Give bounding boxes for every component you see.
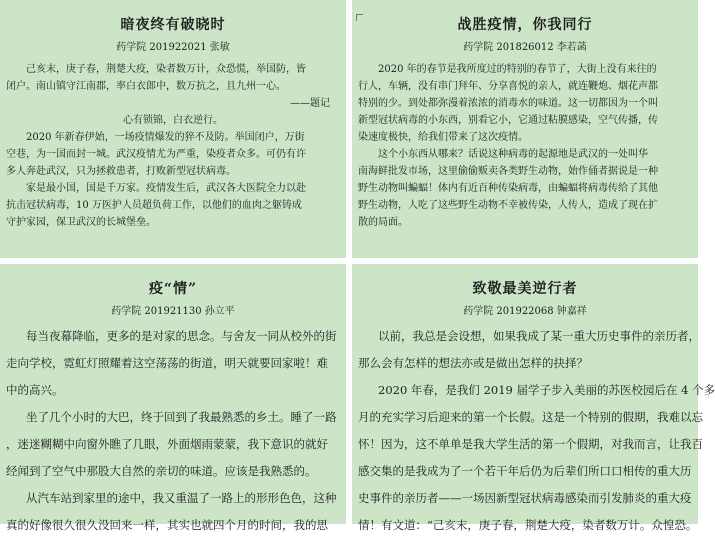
essay-line: 野生动物叫蝙蝠！体内有近百种传染病毒，由蝙蝠将病毒传给了其他 (358, 183, 658, 194)
essay-line: 以前，我总是会设想，如果我成了某一重大历史事件的亲历者， (378, 329, 700, 343)
essay-line: 月的充实学习后迎来的第一个长假。这是一个特别的假期，我难以忘 (358, 410, 703, 424)
margin-marker (356, 14, 363, 21)
essay-title: 暗夜终有破晓时 (120, 17, 226, 33)
essay-line: 史事件的亲历者——一场因新型冠状病毒感染而引发肺炎的重大疫 (358, 491, 692, 505)
essay-line: 走向学校，霓虹灯照耀着这空荡荡的街道，明天就要回家啦！难 (6, 356, 328, 370)
essay-line: 中的高兴。 (6, 383, 64, 397)
essay-panel-4 (352, 264, 715, 532)
essay-line: 这个小东西从哪来？话说这种病毒的起源地是武汉的一处叫华 (378, 149, 648, 160)
essay-line: 2020 年的春节是我所度过的特别的春节了，大街上没有来往的 (378, 64, 657, 75)
essay-line: 新型冠状病毒的小东西，别看它小，它通过粘膜感染，空气传播，传 (358, 115, 658, 126)
essay-line: 家是最小国，国是千万家。疫情发生后，武汉各大医院全力以赴 (26, 183, 306, 194)
essay-line: 特别的少。到处都弥漫着浓浓的消毒水的味道。这一切都因为一个叫 (358, 98, 658, 109)
essay-line: 抗击冠状病毒，10 万医护人员超负荷工作，以他们的血肉之躯铸成 (6, 200, 302, 211)
essay-line: 南海鲜批发市场，这里偷偷贩卖各类野生动物，始作俑者据说是一种 (358, 166, 658, 177)
essay-byline: 药学院 201826012 李若菡 (463, 42, 587, 53)
essay-line: 野生动物，人吃了这些野生动物不幸被传染，人传人，造成了现在扩 (358, 200, 658, 211)
essay-line: 2020 年新春伊始，一场疫情爆发的猝不及防。举国闭户，万街 (26, 132, 305, 143)
essay-line: 2020 年春，是我们 2019 届学子步入美丽的苏医校园后在 4 个多 (378, 383, 715, 397)
essay-line: 怀！因为，这不单单是我大学生活的第一个假期，对我而言，让我百 (358, 437, 703, 451)
essay-line: 散的局面。 (358, 217, 408, 228)
essay-title: 致敬最美逆行者 (472, 281, 578, 297)
essay-line: 闭户。南山镇守江南郡，率白衣郎中，数万抗之，且九州一心。 (6, 81, 286, 92)
essay-line: 守护家园，保卫武汉的长城堡垒。 (6, 217, 156, 228)
essay-line: 空巷，为一国而封一城。武汉疫情尤为严重，染疫者众多。可仍有许 (6, 149, 306, 160)
essay-byline: 药学院 201921130 孙立平 (111, 306, 235, 317)
essay-subheading: 心有锁锦，白衣逆行。 (123, 115, 223, 126)
essay-panel-1 (0, 0, 346, 258)
essay-line: 行人，车辆，没有串门拜年、分享喜悦的亲人，就连鞭炮、烟花声都 (358, 81, 658, 92)
essay-title: 战胜疫情，你我同行 (457, 17, 593, 33)
essay-panel-2 (352, 0, 698, 258)
essay-line: 经闻到了空气中那股大自然的亲切的味道。应该是我熟悉的。 (6, 464, 317, 478)
essay-panel-3 (0, 264, 346, 532)
essay-line: 己亥末，庚子春，荆楚大疫，染者数万计，众恐慌，举国防，皆 (26, 64, 306, 75)
essay-line: 从汽车站到家里的途中，我又重温了一路上的形形色色，这种 (26, 491, 337, 505)
essay-line: 情！有文道：“己亥末，庚子春，荆楚大疫，染者数万计。众惶恐。 (358, 518, 698, 532)
essay-epigraph-label: ——题记 (290, 98, 330, 109)
essay-line: 坐了几个小时的大巴，终于回到了我最熟悉的乡土。睡了一路 (26, 410, 337, 424)
essay-line: ，迷迷糊糊中向窗外瞧了几眼，外面烟雨蒙蒙，我下意识的就好 (6, 437, 328, 451)
essay-byline: 药学院 201922068 钟嘉祥 (463, 306, 587, 317)
essay-byline: 药学院 201922021 张敏 (116, 42, 230, 53)
essay-title: 疫“情” (148, 281, 198, 297)
essay-line: 多人奔赴武汉，只为拯救患者，打败新型冠状病毒。 (6, 166, 236, 177)
essay-line: 感交集的是我成为了一个若干年后仍为后辈们所口口相传的重大历 (358, 464, 692, 478)
essay-line: 每当夜幕降临，更多的是对家的思念。与舍友一同从校外的街 (26, 329, 337, 343)
essay-line: 真的好像很久很久没回来一样，其实也就四个月的时间，我的思 (6, 518, 328, 532)
essay-line: 那么会有怎样的想法亦或是做出怎样的抉择？ (358, 356, 588, 370)
essay-line: 染速度极快，给我们带来了这次疫情。 (358, 132, 528, 143)
